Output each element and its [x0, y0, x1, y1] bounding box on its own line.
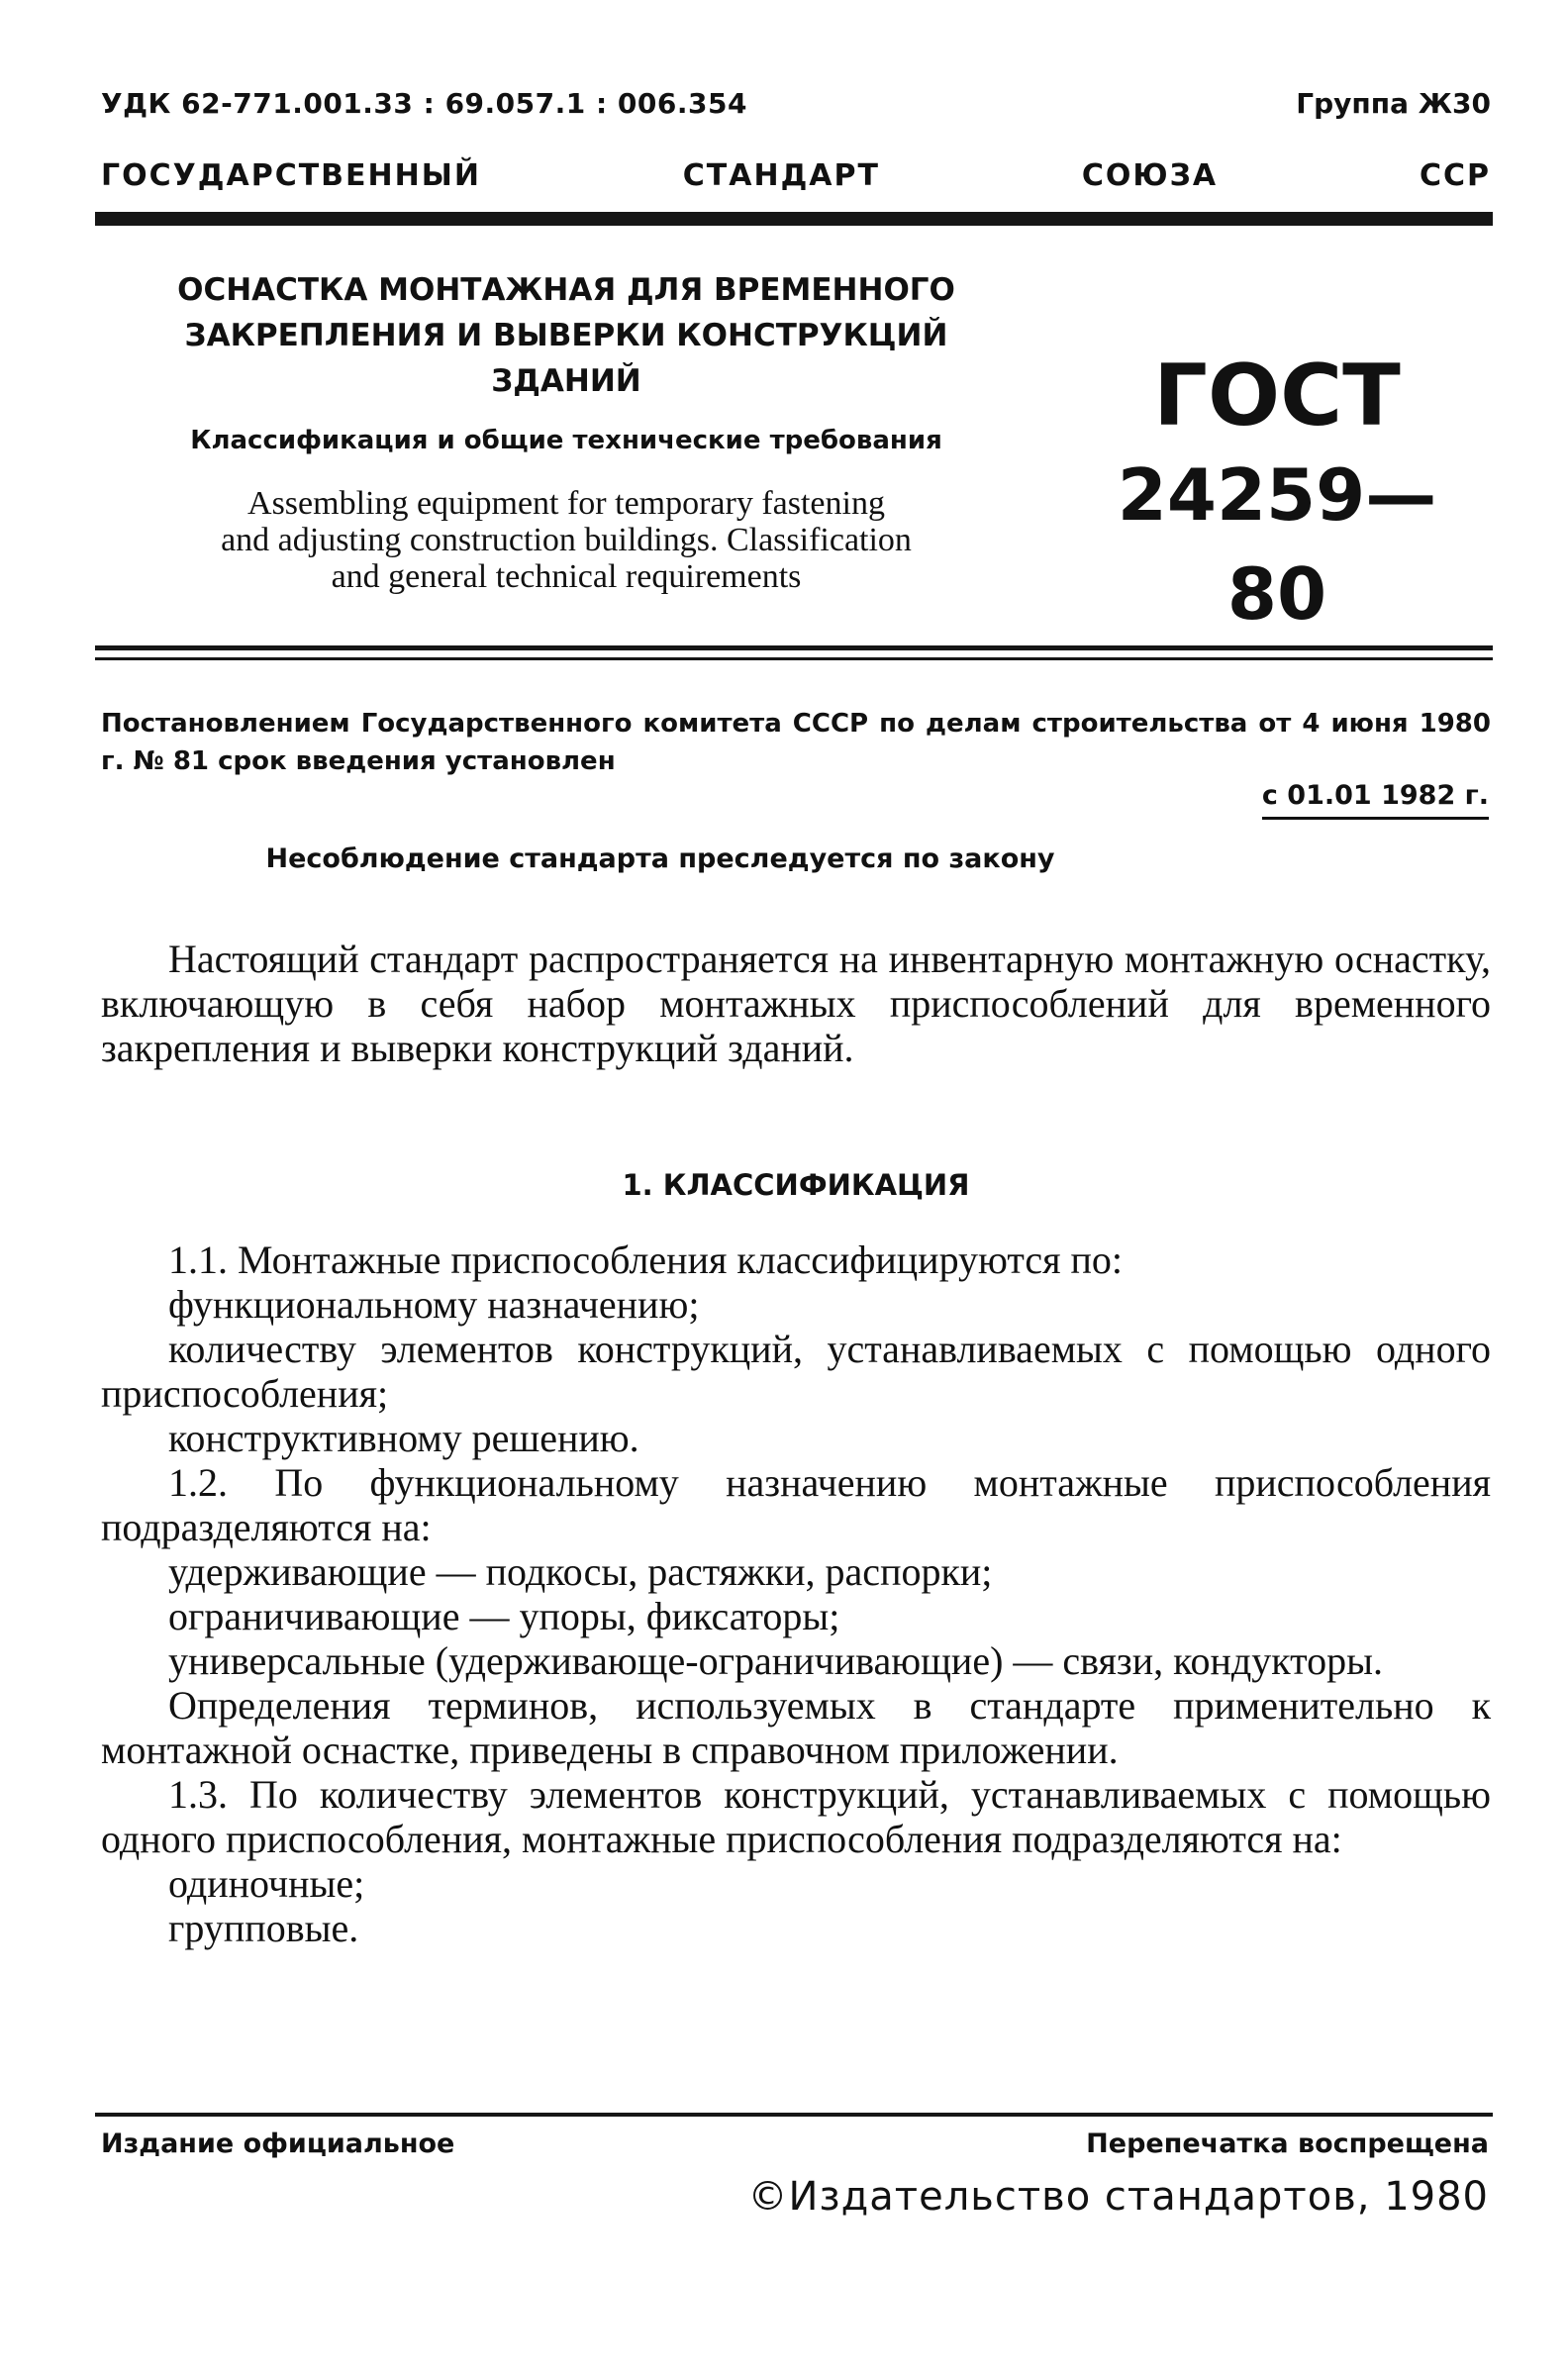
reprint-note: Перепечатка воспрещена: [1086, 2128, 1489, 2159]
title-en-line: Assembling equipment for temporary fastening: [247, 485, 885, 522]
title-block: [101, 267, 1031, 595]
section-body: [101, 1237, 1491, 1950]
paragraph: одиночные;: [168, 1861, 365, 1906]
paragraph: 1.1. Монтажные приспособления классифицируются по:: [168, 1237, 1124, 1282]
divider-rule: [95, 657, 1493, 660]
divider-rule: [95, 645, 1493, 650]
banner-word: ГОСУДАРСТВЕННЫЙ: [101, 158, 481, 193]
bottom-rule: [95, 2113, 1493, 2117]
intro-paragraph: [101, 937, 1491, 1070]
banner-word: СОЮЗА: [1081, 158, 1219, 193]
banner-word: СТАНДАРТ: [682, 158, 880, 193]
group-code: Группа Ж30: [1296, 87, 1491, 120]
decree-text: Постановлением Государственного комитета СССР по делам строительства от 4 июня 1980 г. № 81 срок введения установлен: [101, 709, 1491, 776]
copyright-note: ©Издательство стандартов, 1980: [747, 2174, 1489, 2220]
title-russian: [101, 267, 1031, 404]
title-en-line: and general technical requirements: [331, 558, 802, 595]
paragraph: конструктивному решению.: [168, 1416, 639, 1460]
top-rule: [95, 212, 1493, 226]
law-notice: Несоблюдение стандарта преследуется по закону: [265, 843, 1055, 874]
udk-code: УДК 62-771.001.33 : 69.057.1 : 006.354: [101, 87, 747, 120]
standard-banner: [101, 158, 1491, 193]
paragraph: Определения терминов, используемых в стандарте применительно к монтажной оснастке, приведены в справочном приложении.: [101, 1683, 1491, 1772]
title-english: [101, 485, 1031, 595]
title-line: ЗДАНИЙ: [491, 363, 641, 399]
paragraph: универсальные (удерживающе-ограничивающие) — связи, кондукторы.: [168, 1638, 1384, 1683]
paragraph: 1.2. По функциональному назначению монтажные приспособления подразделяются на:: [101, 1460, 1491, 1549]
title-en-line: and adjusting construction buildings. Classification: [221, 522, 912, 558]
paragraph: удерживающие — подкосы, растяжки, распорки;: [168, 1549, 993, 1594]
title-line: ОСНАСТКА МОНТАЖНАЯ ДЛЯ ВРЕМЕННОГО: [177, 272, 955, 308]
intro-text: Настоящий стандарт распространяется на инвентарную монтажную оснастку, включающую в себя набор монтажных приспособлений для временного закрепления и выверки конструкций зданий.: [101, 937, 1491, 1070]
banner-word: ССР: [1419, 158, 1491, 193]
paragraph: ограничивающие — упоры, фиксаторы;: [168, 1594, 840, 1638]
gost-number: 24259—80: [1117, 453, 1437, 636]
gost-label: ГОСТ: [1153, 346, 1401, 445]
title-subtitle: Классификация и общие технические требования: [190, 426, 942, 455]
paragraph: 1.3. По количеству элементов конструкций, устанавливаемых с помощью одного приспособления, монтажные приспособления подразделяются на:: [101, 1772, 1491, 1861]
paragraph: количеству элементов конструкций, устанавливаемых с помощью одного приспособления;: [101, 1327, 1491, 1416]
title-line: ЗАКРЕПЛЕНИЯ И ВЫВЕРКИ КОНСТРУКЦИЙ: [184, 318, 948, 353]
section-title: 1. КЛАССИФИКАЦИЯ: [622, 1168, 970, 1202]
paragraph: функциональному назначению;: [168, 1282, 700, 1327]
edition-note: Издание официальное: [101, 2128, 455, 2159]
paragraph: групповые.: [168, 1906, 359, 1950]
effective-date: с 01.01 1982 г.: [1262, 780, 1489, 820]
gost-designation: [1069, 346, 1485, 643]
